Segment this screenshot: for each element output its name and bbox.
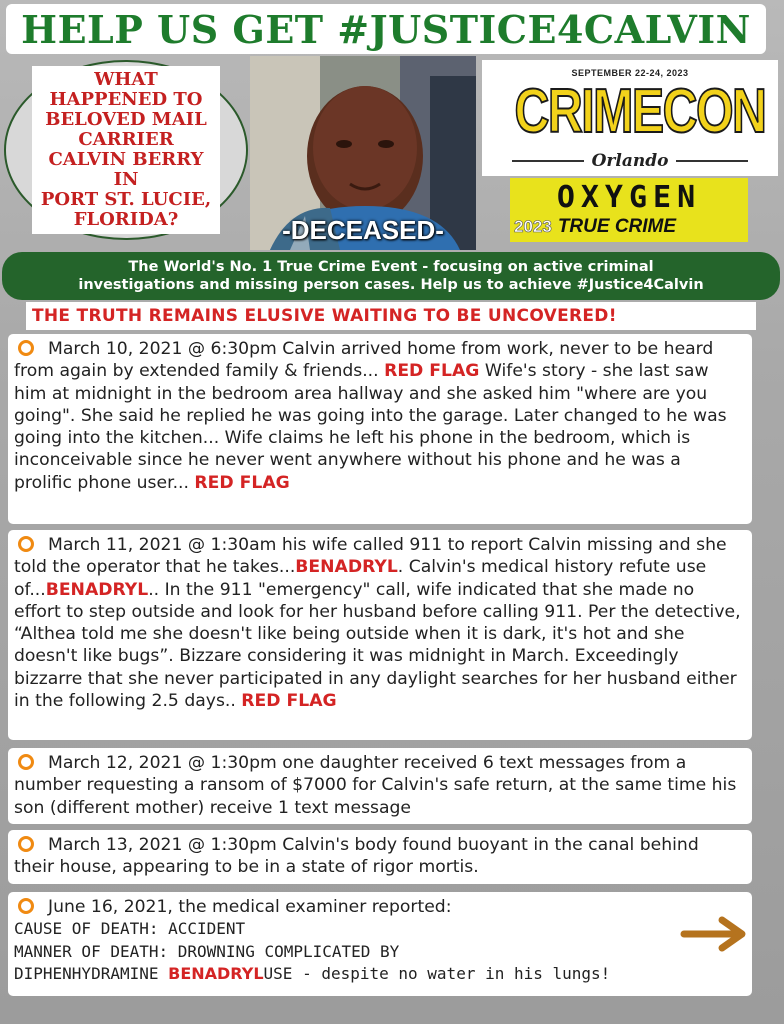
deceased-caption: -DECEASED- xyxy=(282,215,444,245)
entry-text: DIPHENHYDRAMINE xyxy=(14,963,169,983)
crimecon-logo xyxy=(482,60,778,176)
divider xyxy=(512,160,584,162)
question-oval xyxy=(4,60,248,240)
entry-text: MANNER OF DEATH: DROWNING COMPLICATED BY xyxy=(14,941,400,961)
true-crime-row xyxy=(514,216,744,238)
orange-ring-icon xyxy=(18,836,34,852)
entry-text-row xyxy=(14,963,744,985)
timeline-entry xyxy=(8,334,752,524)
event-banner xyxy=(2,252,780,300)
red-flag-label: RED FLAG xyxy=(194,472,290,493)
portrait-photo xyxy=(250,56,476,250)
orange-ring-icon xyxy=(18,536,34,552)
entry-text: CAUSE OF DEATH: ACCIDENT xyxy=(14,919,246,939)
question-line: FLORIDA? xyxy=(73,209,179,230)
divider xyxy=(676,160,748,162)
red-flag-label: RED FLAG xyxy=(241,691,337,712)
entry-text: USE - despite no water in his lungs! xyxy=(263,963,611,983)
entry-text: . Calvin's medical history refute use of... xyxy=(14,557,707,600)
oxygen-word: OXYGEN xyxy=(556,180,702,215)
timeline-entry xyxy=(8,892,752,996)
question-line: HAPPENED TO xyxy=(49,89,203,110)
entry-text: March 13, 2021 @ 1:30pm Calvin's body found buoyant in the canal behind their house, appearing to be in a state of rigor mortis. xyxy=(14,835,699,878)
entry-text: March 11, 2021 @ 1:30am his wife called 911 to report Calvin missing and she told the operator that he takes... xyxy=(14,535,727,578)
event-city-row xyxy=(512,152,748,170)
question-line: CALVIN BERRY IN xyxy=(48,149,204,190)
true-crime-label: TRUE CRIME xyxy=(557,216,677,237)
banner-line: investigations and missing person cases. Help us to achieve #Justice4Calvin xyxy=(78,277,704,293)
question-line: WHAT xyxy=(94,69,158,90)
event-dates: SEPTEMBER 22-24, 2023 xyxy=(571,68,689,78)
timeline-entry xyxy=(8,830,752,884)
entry-text: Wife's story - she last saw him at midnight in the bedroom area hallway and she asked him "where are you going". She said he replied he was going into the garage. Later changed to he was going into the kitchen... Wife claims he left his phone in the bedroom, which is inconceivable since he never went anywhere without his phone and he was a prolific phone user... xyxy=(14,361,727,493)
benadryl-label: BENADRYL xyxy=(45,579,149,600)
right-arrow-icon xyxy=(680,914,750,954)
question-line: BELOVED MAIL xyxy=(45,109,207,130)
timeline-entry xyxy=(8,748,752,824)
question-box xyxy=(32,66,220,234)
oxygen-logo xyxy=(510,178,748,242)
benadryl-label: BENADRYL xyxy=(295,557,398,578)
question-line: PORT ST. LUCIE, xyxy=(40,189,212,210)
timeline-entry xyxy=(8,530,752,740)
entry-text: March 10, 2021 @ 6:30pm Calvin arrived home from work, never to be heard from again by extended family & friends... xyxy=(14,339,714,382)
entry-text: March 12, 2021 @ 1:30pm one daughter received 6 text messages from a number requesting a ransom of $7000 for Calvin's safe return, at the same time his son (different mother) receive 1 text message xyxy=(14,753,737,818)
section-heading: THE TRUTH REMAINS ELUSIVE WAITING TO BE UNCOVERED! xyxy=(26,302,756,330)
event-year: 2023 xyxy=(514,217,552,236)
event-name: CRIMECON xyxy=(514,77,766,146)
orange-ring-icon xyxy=(18,898,34,914)
red-flag-label: RED FLAG xyxy=(384,361,480,382)
entry-text: June 16, 2021, the medical examiner reported: xyxy=(48,897,452,917)
title-bar xyxy=(6,4,766,54)
banner-line: The World's No. 1 True Crime Event - focusing on active criminal xyxy=(128,259,654,275)
orange-ring-icon xyxy=(18,754,34,770)
entry-text: .. In the 911 "emergency" call, wife indicated that she made no effort to step outside and look for her husband before calling 911. Per the detective, “Althea told me she doesn't like being outside when it is dark, it's hot and she doesn't like bugs”. Bizzare considering it was midnight in March. Exceedingly bizzarre that she never participated in any daylight searches for her husband either in the following 2.5 days.. xyxy=(14,579,741,712)
event-city: Orlando xyxy=(591,151,669,171)
page-title: HELP US GET #JUSTICE4CALVIN xyxy=(21,6,751,52)
question-line: CARRIER xyxy=(78,129,174,150)
orange-ring-icon xyxy=(18,340,34,356)
benadryl-label: BENADRYL xyxy=(168,963,264,983)
